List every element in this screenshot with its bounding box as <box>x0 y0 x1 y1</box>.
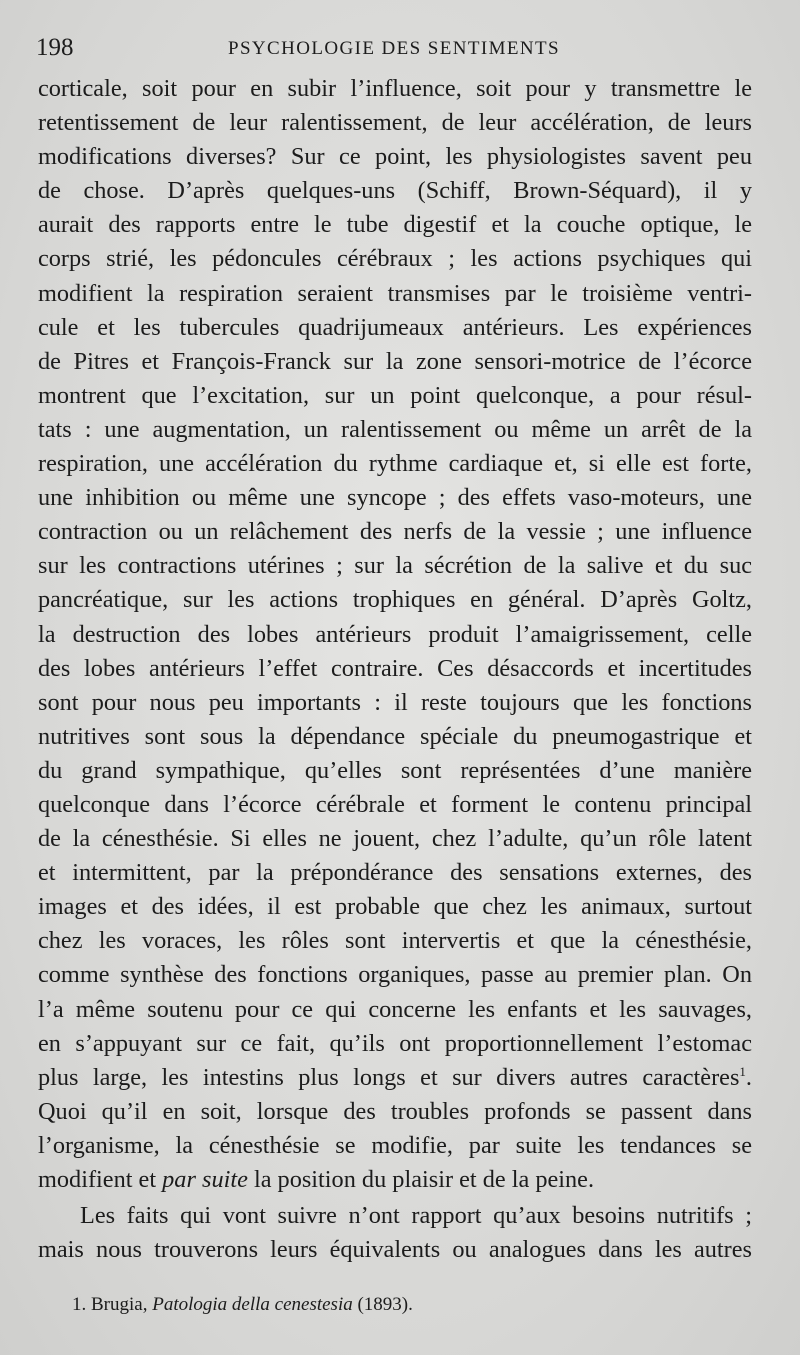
text-line: une inhibition ou même une syncope ; des effets vaso-moteurs, une <box>38 484 752 512</box>
text-line: de chose. D’après quelques-uns (Schiff, Brown-Séquard), il y <box>38 177 752 205</box>
text-line: sont pour nous peu importants : il reste toujours que les fonctions <box>38 688 752 716</box>
footnote-reference: 1 <box>739 1063 746 1079</box>
text-line: en s’appuyant sur ce fait, qu’ils ont proportionnellement l’estomac <box>38 1029 752 1057</box>
paragraph-last-line <box>38 1163 752 1197</box>
text-line: la destruction des lobes antérieurs produit l’amaigrissement, celle <box>38 620 752 648</box>
text-line: du grand sympathique, qu’elles sont représentées d’une manière <box>38 756 752 784</box>
footnote-reference-period: . <box>745 1063 752 1091</box>
text-line: sur les contractions utérines ; sur la sécrétion de la salive et du suc <box>38 552 752 580</box>
text-line-content: plus large, les intestins plus longs et sur divers autres caractères <box>38 1063 740 1091</box>
footnote-title: Patologia della cenestesia <box>152 1294 353 1315</box>
text-line: de la cénesthésie. Si elles ne jouent, chez l’adulte, qu’un rôle latent <box>38 825 752 853</box>
text-line: respiration, une accélération du rythme cardiaque et, si elle est forte, <box>38 450 752 478</box>
text-line: mais nous trouverons leurs équivalents ou analogues dans les autres <box>38 1236 752 1264</box>
footnote-author: Brugia, <box>91 1294 148 1315</box>
footnote-number: 1. <box>72 1294 87 1315</box>
italic-phrase: par suite <box>162 1166 248 1193</box>
text-line-with-note <box>38 1061 752 1095</box>
page-header <box>36 34 756 64</box>
text-line: comme synthèse des fonctions organiques, passe au premier plan. On <box>38 961 752 989</box>
text-line: pancréatique, sur les actions trophiques en général. D’après Goltz, <box>38 586 752 614</box>
text-line: modifications diverses? Sur ce point, les physiologistes savent peu <box>38 143 752 171</box>
text-line: cule et les tubercules quadrijumeaux antérieurs. Les expériences <box>38 313 752 341</box>
body-text <box>38 72 752 1267</box>
footnote <box>72 1294 413 1316</box>
text-line: l’organisme, la cénesthésie se modifie, par suite les tendances se <box>38 1131 752 1159</box>
footnote-year: (1893). <box>357 1294 413 1315</box>
text-line: corticale, soit pour en subir l’influence, soit pour y transmettre le <box>38 75 752 102</box>
text-line: nutritives sont sous la dépendance spéciale du pneumogastrique et <box>38 722 752 750</box>
last-line-end: la position du plaisir et de la peine. <box>247 1166 595 1193</box>
text-line: corps strié, les pédoncules cérébraux ; les actions psychiques qui <box>38 245 752 273</box>
text-line: des lobes antérieurs l’effet contraire. Ces désaccords et incertitudes <box>38 654 752 682</box>
text-line: images et des idées, il est probable que chez les animaux, surtout <box>38 893 752 921</box>
last-line-start: modifient et <box>38 1166 163 1193</box>
text-line: retentissement de leur ralentissement, de leur accélération, de leurs <box>38 109 752 137</box>
text-line: Quoi qu’il en soit, lorsque des troubles profonds se passent dans <box>38 1097 752 1125</box>
text-line: quelconque dans l’écorce cérébrale et forment le contenu principal <box>38 790 752 818</box>
running-head: PSYCHOLOGIE DES SENTIMENTS <box>228 38 560 59</box>
text-line: Les faits qui vont suivre n’ont rapport qu’aux besoins nutritifs ; <box>80 1202 752 1230</box>
text-line: et intermittent, par la prépondérance des sensations externes, des <box>38 859 752 887</box>
text-line: montrent que l’excitation, sur un point quelconque, a pour résul- <box>38 381 752 409</box>
text-line: chez les voraces, les rôles sont intervertis et que la cénesthésie, <box>38 927 752 955</box>
text-line: l’a même soutenu pour ce qui concerne les enfants et les sauvages, <box>38 995 752 1023</box>
page-number: 198 <box>36 34 74 61</box>
text-line: de Pitres et François-Franck sur la zone sensori-motrice de l’écorce <box>38 347 752 375</box>
text-line: modifient la respiration seraient transmises par le troisième ventri- <box>38 279 752 307</box>
text-line: aurait des rapports entre le tube digestif et la couche optique, le <box>38 211 752 239</box>
text-line: contraction ou un relâchement des nerfs de la vessie ; une influence <box>38 518 752 546</box>
text-line: tats : une augmentation, un ralentissement ou même un arrêt de la <box>38 415 752 443</box>
